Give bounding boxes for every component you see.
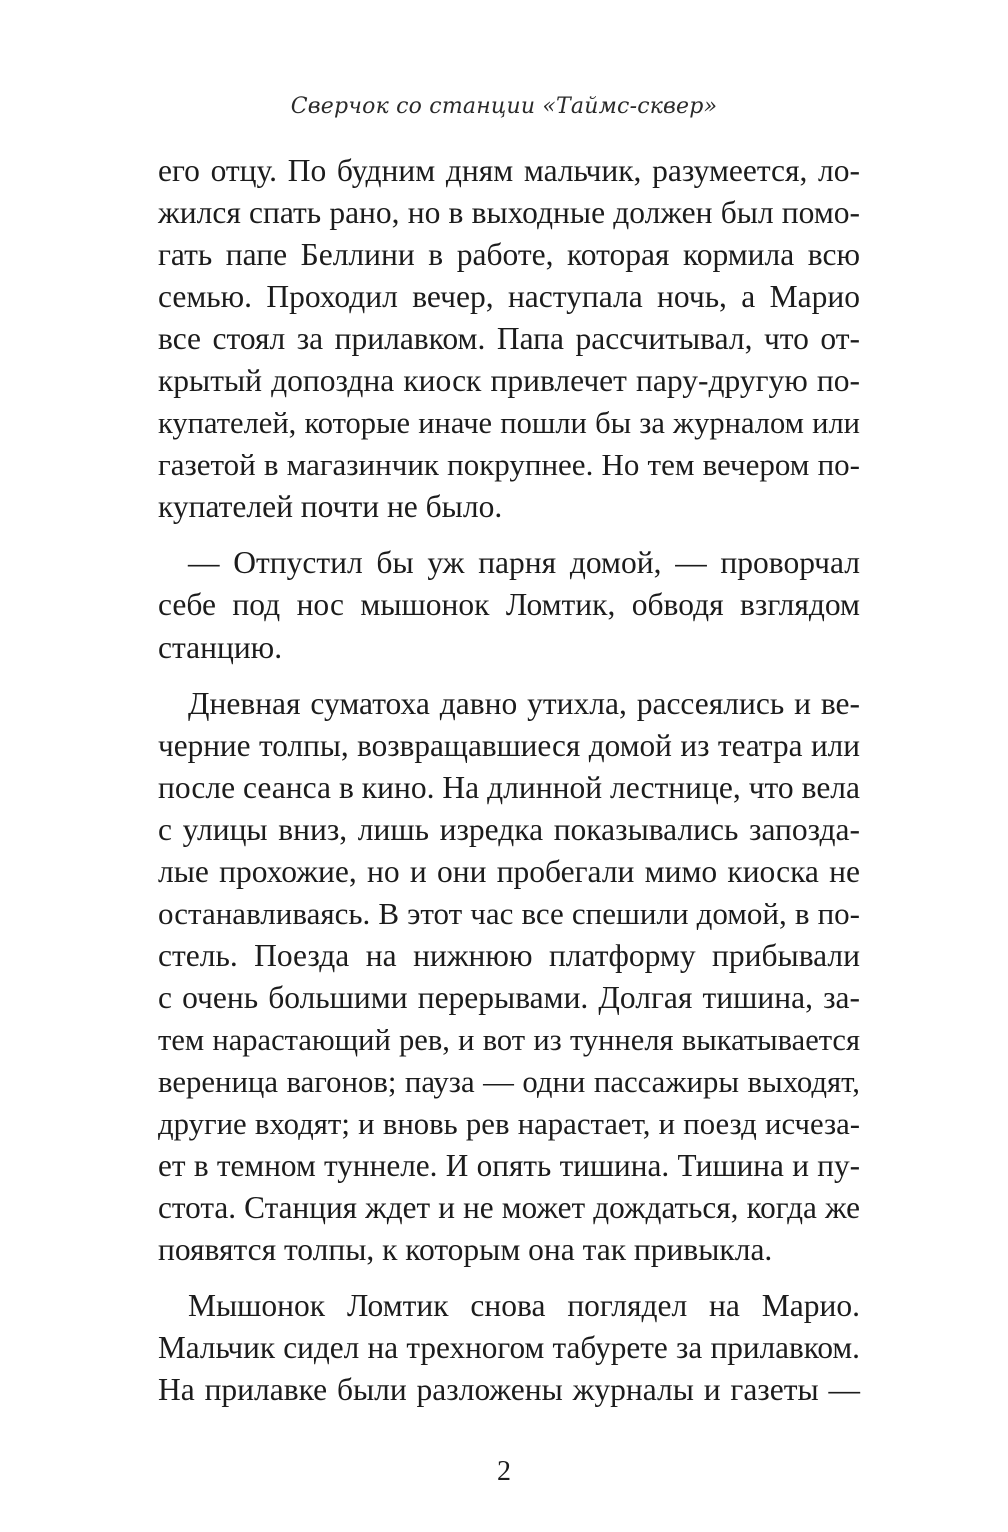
text-line: стота. Станция ждет и не может дождаться, когда же — [158, 1190, 860, 1226]
text-line: Дневная суматоха давно утихла, рассеялись и ве- — [188, 685, 860, 721]
text-line: лые прохожие, но и они пробегали мимо киоска не — [158, 853, 860, 889]
text-line: другие входят; и вновь рев нарастает, и поезд исчеза- — [158, 1107, 860, 1142]
page-number: 2 — [497, 1456, 511, 1487]
running-head: Сверчок со станции «Таймс-сквер» — [290, 94, 718, 119]
text-line: его отцу. По будним дням мальчик, разумеется, ло- — [158, 153, 860, 188]
text-line: семью. Проходил вечер, наступала ночь, а Марио — [158, 279, 860, 315]
text-line: Мышонок Ломтик снова поглядел на Марио. — [188, 1288, 860, 1324]
text-line: тем нарастающий рев, и вот из туннеля выкатывается — [158, 1022, 860, 1057]
text-line: себе под нос мышонок Ломтик, обводя взглядом — [158, 587, 860, 623]
paragraph — [158, 1285, 860, 1411]
text-line: стель. Поезда на нижнюю платформу прибывали — [158, 937, 860, 973]
text-line: все стоял за прилавком. Папа рассчитывал, что от- — [158, 321, 860, 357]
text-line: Мальчик сидел на трехногом табурете за прилавком. — [158, 1330, 860, 1366]
text-line: появятся толпы, к которым она так привыкла. — [158, 1232, 773, 1268]
text-line: черние толпы, возвращавшиеся домой из театра или — [158, 727, 860, 763]
text-line: газетой в магазинчик покрупнее. Но тем вечером по- — [158, 447, 860, 483]
paragraph — [158, 150, 860, 528]
text-line: гать папе Беллини в работе, которая кормила всю — [158, 237, 860, 273]
paragraph — [158, 542, 860, 668]
text-line: с улицы вниз, лишь изредка показывались запозда- — [158, 811, 860, 847]
text-line: станцию. — [158, 629, 283, 665]
text-line: жился спать рано, но в выходные должен был помо- — [158, 195, 860, 231]
body-text — [158, 150, 860, 1411]
text-line: — Отпустил бы уж парня домой, — проворчал — [188, 545, 860, 581]
text-line: купателей почти не было. — [158, 489, 503, 525]
text-line: крытый допоздна киоск привлечет пару-другую по- — [158, 363, 860, 399]
text-line: ет в темном туннеле. И опять тишина. Тишина и пу- — [158, 1148, 860, 1184]
paragraph — [158, 683, 860, 1272]
text-line: после сеанса в кино. На длинной лестнице, что вела — [158, 769, 860, 805]
text-line: На прилавке были разложены журналы и газеты — — [158, 1372, 860, 1408]
text-line: останавливаясь. В этот час все спешили домой, в по- — [158, 895, 860, 931]
text-line: вереница вагонов; пауза — одни пассажиры выходят, — [158, 1064, 860, 1099]
text-line: с очень большими перерывами. Долгая тишина, за- — [158, 979, 860, 1015]
text-line: купателей, которые иначе пошли бы за журналом или — [158, 406, 860, 441]
